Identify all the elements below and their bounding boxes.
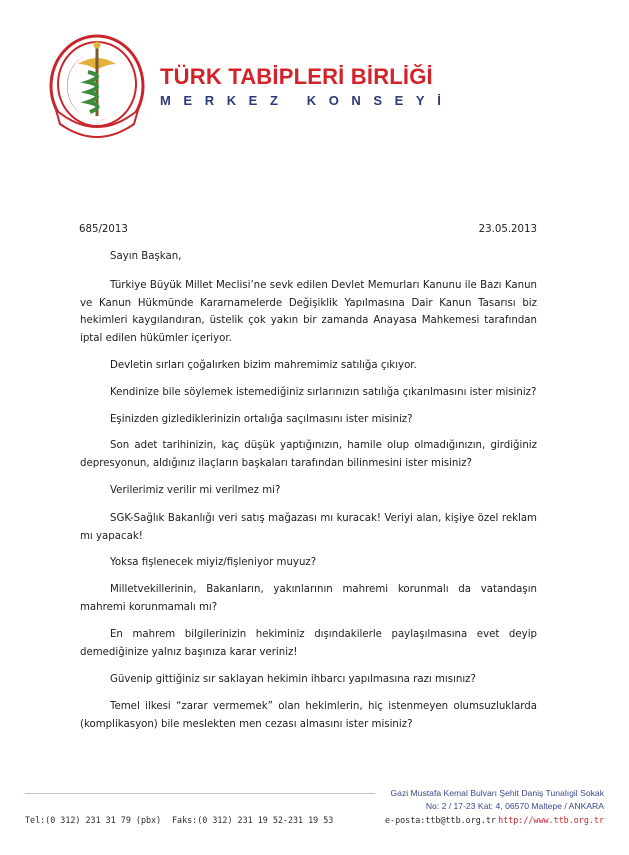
organization-unit: MERKEZ KONSEYİ xyxy=(160,93,454,108)
organization-name: TÜRK TABİPLERİ BİRLİĞİ xyxy=(160,64,433,89)
paragraph: SGK-Sağlık Bakanlığı veri satış mağazası mı kuracak! Veriyi alan, kişiye özel reklam mı yapacak! xyxy=(80,513,537,542)
footer-website-link[interactable]: http://www.ttb.org.tr xyxy=(498,815,604,825)
footer-fax: Faks:(0 312) 231 19 52-231 19 53 xyxy=(172,815,334,825)
letter-date: 23.05.2013 xyxy=(478,224,537,235)
paragraph: Devletin sırları çoğalırken bizim mahremimiz satılığa çıkıyor. xyxy=(110,360,417,371)
paragraph: Temel ilkesi “zarar vermemek” olan hekimlerin, hiç istenmeyen olumsuzluklarda (komplikasyon) bile meslekten men cezası almasını ister misiniz? xyxy=(80,701,537,730)
paragraph: Türkiye Büyük Millet Meclisi’ne sevk edilen Devlet Memurları Kanunu ile Bazı Kanun ve Kanun Hükmünde Kararnamelerde Değişiklik Yapılmasına Dair Kanun Tasarısı biz hekimleri kaygılandıran, üstelik çok yakın bir zamanda Anayasa Mahkemesi tarafından iptal edilen hükümler içeriyor. xyxy=(80,280,537,344)
caduceus-crescent-emblem-icon xyxy=(48,34,146,146)
paragraph: Son adet tarihinizin, kaç düşük yaptığınızın, hamile olup olmadığınızın, girdiğiniz depresyonun, aldığınız ilaçların başkaları tarafından bilinmesini ister misiniz? xyxy=(80,440,537,469)
paragraph: Güvenip gittiğiniz sır saklayan hekimin ihbarcı yapılmasına razı mısınız? xyxy=(110,674,476,685)
footer-telephone: Tel:(0 312) 231 31 79 (pbx) xyxy=(25,815,162,825)
paragraph: Yoksa fişlenecek miyiz/fişleniyor muyuz? xyxy=(110,557,317,568)
footer-divider xyxy=(25,793,375,794)
paragraph: En mahrem bilgilerinizin hekiminiz dışındakilerle paylaşılmasına evet deyip demediğinize yalnız başınıza karar veriniz! xyxy=(80,629,537,658)
reference-number: 685/2013 xyxy=(79,224,128,235)
footer-address-line1: Gazi Mustafa Kemal Bulvarı Şehit Daniş Tunalıgil Sokak xyxy=(390,788,604,798)
paragraph: Verilerimiz verilir mi verilmez mi? xyxy=(110,485,281,496)
paragraph: Kendinize bile söylemek istemediğiniz sırlarınızın satılığa çıkarılmasını ister misiniz? xyxy=(110,387,537,398)
salutation: Sayın Başkan, xyxy=(110,251,182,262)
footer-address-line2: No: 2 / 17-23 Kat: 4, 06570 Maltepe / ANKARA xyxy=(425,801,604,811)
paragraph: Eşinizden gizlediklerinizin ortalığa saçılmasını ister misiniz? xyxy=(110,414,413,425)
ttb-logo xyxy=(48,34,146,146)
footer-email[interactable]: e-posta:ttb@ttb.org.tr xyxy=(385,815,496,825)
paragraph: Milletvekillerinin, Bakanların, yakınlarının mahremi korunmalı da vatandaşın mahremi korunmamalı mı? xyxy=(80,584,537,613)
